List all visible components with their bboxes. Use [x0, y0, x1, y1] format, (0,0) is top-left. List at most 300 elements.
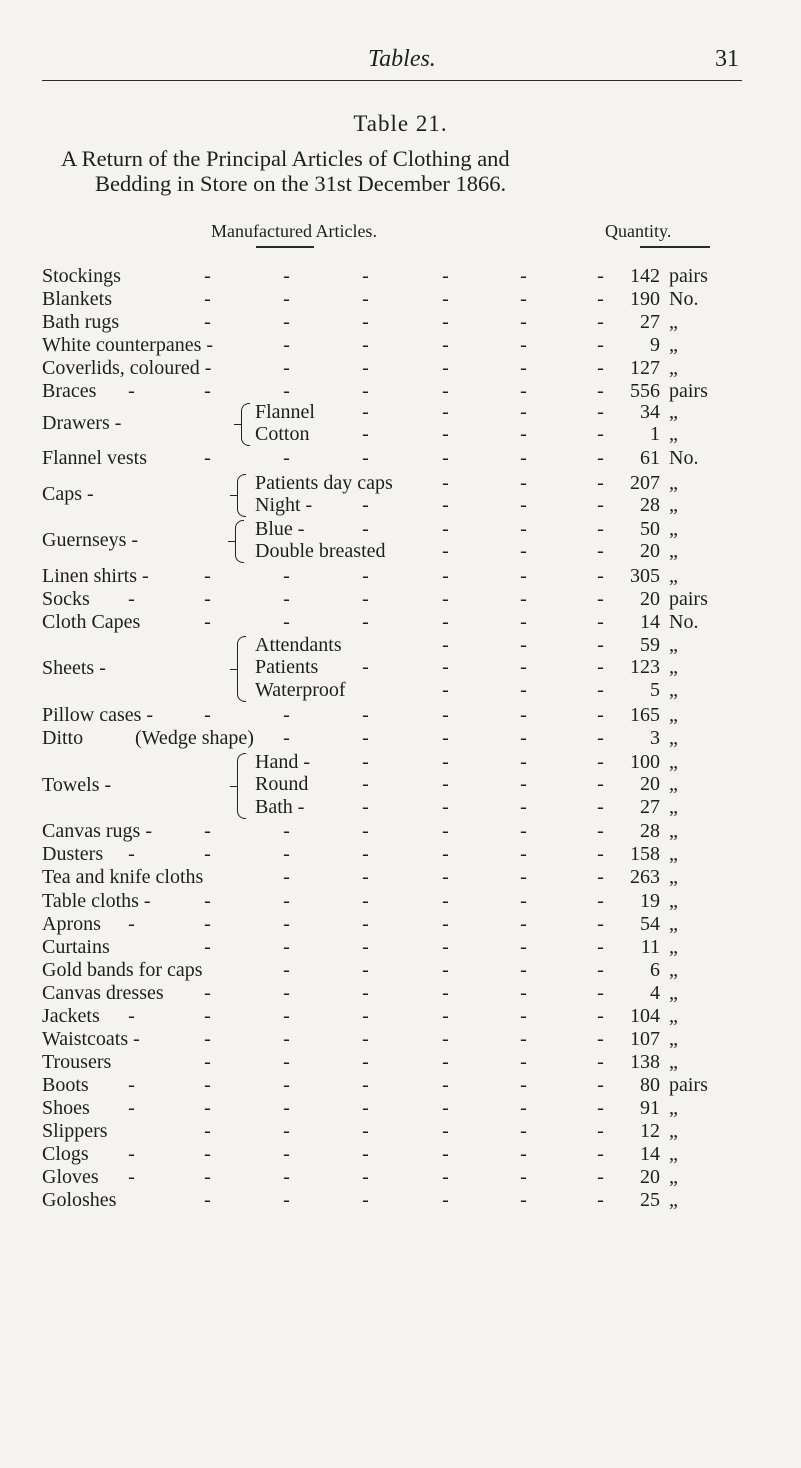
leader-dash: - — [520, 447, 527, 469]
leader-dash: - — [128, 588, 135, 610]
table-row — [0, 1142, 801, 1167]
article-label: Slippers — [42, 1120, 108, 1142]
quantity-value: 27 — [640, 796, 660, 818]
leader-dash: - — [362, 565, 369, 587]
leader-dash: - — [283, 380, 290, 402]
leader-dash: - — [362, 1189, 369, 1211]
column-rule-quantity — [640, 246, 710, 248]
table-row — [0, 1004, 801, 1029]
leader-dash: - — [597, 634, 604, 656]
brace-stroke — [230, 668, 237, 670]
leader-dash: - — [520, 401, 527, 423]
leader-dash: - — [362, 1097, 369, 1119]
quantity-unit: pairs — [669, 265, 708, 287]
leader-dash: - — [597, 1074, 604, 1096]
leader-dash: - — [520, 518, 527, 540]
quantity-value: 165 — [630, 704, 660, 726]
leader-dash: - — [442, 890, 449, 912]
table-row — [0, 1165, 801, 1190]
article-label: Aprons — [42, 913, 101, 935]
group-label: Towels - — [42, 773, 112, 796]
table-row — [0, 1073, 801, 1098]
table-row — [0, 935, 801, 960]
article-label: Attendants — [255, 634, 342, 656]
quantity-value: 107 — [630, 1028, 660, 1050]
leader-dash: - — [283, 866, 290, 888]
leader-dash: - — [283, 890, 290, 912]
article-label: Tea and knife cloths — [42, 866, 204, 888]
quantity-unit: „ — [669, 1189, 678, 1211]
leader-dash: - — [204, 1028, 211, 1050]
quantity-unit: „ — [669, 679, 678, 701]
leader-dash: - — [597, 820, 604, 842]
leader-dash: - — [597, 704, 604, 726]
leader-dash: - — [442, 1028, 449, 1050]
article-label: Table cloths - — [42, 890, 151, 912]
leader-dash: - — [362, 288, 369, 310]
quantity-unit: „ — [669, 518, 678, 540]
leader-dash: - — [442, 1189, 449, 1211]
article-label: Patients — [255, 656, 319, 678]
leader-dash: - — [442, 1097, 449, 1119]
article-label: Boots — [42, 1074, 89, 1096]
leader-dash: - — [520, 820, 527, 842]
table-row — [0, 889, 801, 914]
leader-dash: - — [520, 472, 527, 494]
leader-dash: - — [442, 1005, 449, 1027]
quantity-value: 6 — [650, 959, 660, 981]
article-label: Cotton — [255, 423, 310, 445]
leader-dash: - — [362, 820, 369, 842]
table-row — [0, 587, 801, 612]
leader-dash: - — [520, 913, 527, 935]
leader-dash: - — [362, 1028, 369, 1050]
leader-dash: - — [597, 1051, 604, 1073]
article-label: Blue - — [255, 518, 305, 540]
table-row — [0, 726, 801, 751]
leader-dash: - — [283, 1074, 290, 1096]
leader-dash: - — [204, 1166, 211, 1188]
quantity-value: 20 — [640, 540, 660, 562]
leader-dash: - — [597, 518, 604, 540]
article-label: Braces — [42, 380, 97, 402]
leader-dash: - — [128, 1166, 135, 1188]
leader-dash: - — [597, 866, 604, 888]
leader-dash: - — [520, 890, 527, 912]
leader-dash: - — [442, 265, 449, 287]
leader-dash: - — [520, 656, 527, 678]
article-label: Goloshes — [42, 1189, 117, 1211]
article-label: Night - — [255, 494, 313, 516]
article-label: White counterpanes - — [42, 334, 214, 356]
leader-dash: - — [362, 796, 369, 818]
leader-dash: - — [442, 773, 449, 795]
leader-dash: - — [283, 611, 290, 633]
leader-dash: - — [442, 447, 449, 469]
table-row — [0, 958, 801, 983]
leader-dash: - — [597, 982, 604, 1004]
leader-dash: - — [442, 401, 449, 423]
leader-dash: - — [283, 727, 290, 749]
leader-dash: - — [442, 1051, 449, 1073]
leader-dash: - — [362, 843, 369, 865]
leader-dash: - — [204, 1005, 211, 1027]
quantity-unit: „ — [669, 494, 678, 516]
quantity-value: 123 — [630, 656, 660, 678]
leader-dash: - — [597, 540, 604, 562]
leader-dash: - — [442, 704, 449, 726]
quantity-value: 61 — [640, 447, 660, 469]
quantity-value: 34 — [640, 401, 660, 423]
leader-dash: - — [362, 982, 369, 1004]
leader-dash: - — [283, 265, 290, 287]
leader-dash: - — [204, 982, 211, 1004]
leader-dash: - — [520, 1005, 527, 1027]
brace-stroke — [230, 785, 237, 787]
leader-dash: - — [362, 1143, 369, 1165]
table-row — [0, 795, 801, 820]
leader-dash: - — [442, 913, 449, 935]
leader-dash: - — [597, 311, 604, 333]
leader-dash: - — [362, 727, 369, 749]
article-label: Canvas rugs - — [42, 820, 152, 842]
leader-dash: - — [442, 796, 449, 818]
leader-dash: - — [362, 447, 369, 469]
quantity-unit: pairs — [669, 1074, 708, 1096]
article-label: Flannel — [255, 401, 315, 423]
quantity-value: 20 — [640, 588, 660, 610]
leader-dash: - — [442, 588, 449, 610]
leader-dash: - — [128, 843, 135, 865]
table-row — [0, 287, 801, 312]
leader-dash: - — [362, 518, 369, 540]
quantity-unit: „ — [669, 959, 678, 981]
column-header-articles: Manufactured Articles. — [211, 221, 377, 241]
brace-stroke — [241, 403, 250, 425]
leader-dash: - — [362, 265, 369, 287]
leader-dash: - — [520, 611, 527, 633]
leader-dash: - — [597, 357, 604, 379]
leader-dash: - — [362, 959, 369, 981]
brace-stroke — [237, 495, 246, 517]
quantity-unit: „ — [669, 936, 678, 958]
quantity-value: 54 — [640, 913, 660, 935]
leader-dash: - — [442, 380, 449, 402]
leader-dash: - — [520, 1120, 527, 1142]
article-label: Shoes — [42, 1097, 90, 1119]
leader-dash: - — [597, 1166, 604, 1188]
quantity-value: 3 — [650, 727, 660, 749]
leader-dash: - — [597, 288, 604, 310]
leader-dash: - — [520, 1166, 527, 1188]
leader-dash: - — [442, 494, 449, 516]
leader-dash: - — [204, 380, 211, 402]
leader-dash: - — [520, 1074, 527, 1096]
leader-dash: - — [204, 890, 211, 912]
leader-dash: - — [520, 357, 527, 379]
quantity-value: 28 — [640, 820, 660, 842]
quantity-unit: „ — [669, 1143, 678, 1165]
table-row — [0, 819, 801, 844]
leader-dash: - — [283, 820, 290, 842]
leader-dash: - — [204, 1051, 211, 1073]
quantity-unit: „ — [669, 311, 678, 333]
table-number: Table 21. — [353, 111, 448, 136]
brace-stroke — [241, 424, 250, 446]
leader-dash: - — [520, 843, 527, 865]
leader-dash: - — [283, 311, 290, 333]
leader-dash: - — [520, 380, 527, 402]
article-label: Gloves — [42, 1166, 99, 1188]
leader-dash: - — [362, 401, 369, 423]
article-label: Trousers — [42, 1051, 112, 1073]
table-row — [0, 356, 801, 381]
leader-dash: - — [442, 679, 449, 701]
quantity-unit: „ — [669, 472, 678, 494]
article-label: Stockings — [42, 265, 121, 287]
leader-dash: - — [283, 1028, 290, 1050]
leader-dash: - — [362, 773, 369, 795]
article-label: Waistcoats - — [42, 1028, 140, 1050]
leader-dash: - — [362, 1005, 369, 1027]
leader-dash: - — [204, 1189, 211, 1211]
table-row — [0, 333, 801, 358]
leader-dash: - — [204, 704, 211, 726]
article-label: Flannel vests — [42, 447, 147, 469]
quantity-unit: „ — [669, 843, 678, 865]
quantity-value: 100 — [630, 751, 660, 773]
article-label: Cloth Capes — [42, 611, 141, 633]
quantity-unit: „ — [669, 796, 678, 818]
table-row — [0, 493, 801, 518]
leader-dash: - — [520, 494, 527, 516]
leader-dash: - — [597, 773, 604, 795]
table-row — [0, 1188, 801, 1213]
leader-dash: - — [283, 843, 290, 865]
leader-dash: - — [597, 1143, 604, 1165]
leader-dash: - — [597, 843, 604, 865]
leader-dash: - — [520, 959, 527, 981]
leader-dash: - — [520, 334, 527, 356]
quantity-unit: No. — [669, 611, 699, 633]
brace-stroke — [228, 540, 235, 542]
leader-dash: - — [597, 727, 604, 749]
quantity-unit: „ — [669, 773, 678, 795]
quantity-value: 19 — [640, 890, 660, 912]
quantity-value: 27 — [640, 311, 660, 333]
leader-dash: - — [362, 704, 369, 726]
leader-dash: - — [597, 265, 604, 287]
leader-dash: - — [597, 1189, 604, 1211]
leader-dash: - — [283, 447, 290, 469]
leader-dash: - — [442, 423, 449, 445]
leader-dash: - — [520, 1097, 527, 1119]
group-brace — [237, 474, 247, 516]
quantity-value: 158 — [630, 843, 660, 865]
article-label: Dusters — [42, 843, 104, 865]
quantity-unit: „ — [669, 890, 678, 912]
article-label: Blankets — [42, 288, 112, 310]
table-row — [0, 1119, 801, 1144]
quantity-unit: „ — [669, 565, 678, 587]
leader-dash: - — [362, 751, 369, 773]
leader-dash: - — [520, 679, 527, 701]
leader-dash: - — [362, 588, 369, 610]
leader-dash: - — [597, 1028, 604, 1050]
leader-dash: - — [597, 751, 604, 773]
group-label: Guernseys - — [42, 529, 139, 551]
table-row — [0, 264, 801, 289]
table-row — [0, 1027, 801, 1052]
quantity-unit: „ — [669, 401, 678, 423]
quantity-unit: „ — [669, 634, 678, 656]
leader-dash: - — [520, 936, 527, 958]
leader-dash: - — [597, 656, 604, 678]
article-label: Jackets — [42, 1005, 100, 1027]
article-label: Bath rugs — [42, 311, 120, 333]
column-header-quantity: Quantity. — [605, 221, 672, 241]
article-label: Round — [255, 773, 309, 795]
quantity-value: 14 — [640, 1143, 660, 1165]
quantity-value: 127 — [630, 357, 660, 379]
leader-dash: - — [597, 936, 604, 958]
leader-dash: - — [283, 1051, 290, 1073]
leader-dash: - — [283, 982, 290, 1004]
article-label: Double breasted — [255, 540, 386, 562]
quantity-unit: „ — [669, 727, 678, 749]
leader-dash: - — [362, 936, 369, 958]
leader-dash: - — [283, 913, 290, 935]
leader-dash: - — [362, 1120, 369, 1142]
header-rule — [42, 80, 742, 81]
leader-dash: - — [128, 1005, 135, 1027]
leader-dash: - — [597, 796, 604, 818]
leader-dash: - — [283, 1120, 290, 1142]
running-head-title: Tables. — [368, 46, 436, 72]
leader-dash: - — [597, 1097, 604, 1119]
group-label: Sheets - — [42, 656, 106, 679]
leader-dash: - — [362, 913, 369, 935]
quantity-value: 14 — [640, 611, 660, 633]
leader-dash: - — [204, 936, 211, 958]
leader-dash: - — [442, 334, 449, 356]
leader-dash: - — [520, 634, 527, 656]
table-row — [0, 564, 801, 589]
article-label: Pillow cases - — [42, 704, 154, 726]
leader-dash: - — [442, 959, 449, 981]
table-row — [0, 772, 801, 797]
leader-dash: - — [128, 1074, 135, 1096]
leader-dash: - — [204, 1120, 211, 1142]
leader-dash: - — [442, 936, 449, 958]
leader-dash: - — [520, 773, 527, 795]
leader-dash: - — [283, 1143, 290, 1165]
leader-dash: - — [283, 565, 290, 587]
leader-dash: - — [362, 1166, 369, 1188]
quantity-value: 9 — [650, 334, 660, 356]
leader-dash: - — [597, 890, 604, 912]
leader-dash: - — [597, 1005, 604, 1027]
leader-dash: - — [520, 751, 527, 773]
leader-dash: - — [597, 913, 604, 935]
page-number: 31 — [715, 46, 739, 72]
leader-dash: - — [520, 1189, 527, 1211]
leader-dash: - — [283, 704, 290, 726]
leader-dash: - — [597, 472, 604, 494]
leader-dash: - — [204, 447, 211, 469]
table-row — [0, 610, 801, 635]
leader-dash: - — [362, 423, 369, 445]
leader-dash: - — [442, 565, 449, 587]
brace-stroke — [237, 753, 246, 787]
leader-dash: - — [283, 1189, 290, 1211]
leader-dash: - — [597, 588, 604, 610]
quantity-unit: „ — [669, 656, 678, 678]
leader-dash: - — [520, 288, 527, 310]
leader-dash: - — [442, 357, 449, 379]
brace-stroke — [230, 494, 237, 496]
group-label: Caps - — [42, 483, 94, 505]
table-row — [0, 703, 801, 728]
leader-dash: - — [362, 1074, 369, 1096]
article-label: Coverlids, coloured - — [42, 357, 212, 379]
leader-dash: - — [520, 1028, 527, 1050]
quantity-value: 207 — [630, 472, 660, 494]
quantity-unit: pairs — [669, 380, 708, 402]
quantity-value: 556 — [630, 380, 660, 402]
quantity-value: 91 — [640, 1097, 660, 1119]
quantity-unit: pairs — [669, 588, 708, 610]
leader-dash: - — [362, 890, 369, 912]
quantity-value: 50 — [640, 518, 660, 540]
leader-dash: - — [283, 357, 290, 379]
quantity-unit: „ — [669, 1028, 678, 1050]
leader-dash: - — [597, 494, 604, 516]
leader-dash: - — [520, 540, 527, 562]
leader-dash: - — [362, 334, 369, 356]
leader-dash: - — [204, 913, 211, 935]
quantity-unit: „ — [669, 357, 678, 379]
quantity-value: 28 — [640, 494, 660, 516]
leader-dash: - — [442, 727, 449, 749]
leader-dash: - — [204, 843, 211, 865]
table-row — [0, 981, 801, 1006]
article-label: Socks — [42, 588, 90, 610]
leader-dash: - — [442, 751, 449, 773]
brace-stroke — [235, 520, 244, 542]
table-row — [0, 912, 801, 937]
article-label: Gold bands for caps — [42, 959, 203, 981]
leader-dash: - — [204, 311, 211, 333]
leader-dash: - — [442, 1120, 449, 1142]
quantity-unit: No. — [669, 288, 699, 310]
leader-dash: - — [204, 1097, 211, 1119]
leader-dash: - — [442, 472, 449, 494]
leader-dash: - — [362, 866, 369, 888]
quantity-value: 142 — [630, 265, 660, 287]
leader-dash: - — [597, 423, 604, 445]
article-label: Curtains — [42, 936, 110, 958]
leader-dash: - — [283, 588, 290, 610]
leader-dash: - — [362, 357, 369, 379]
leader-dash: - — [442, 1074, 449, 1096]
article-label: Patients day caps — [255, 472, 393, 494]
leader-dash: - — [362, 494, 369, 516]
leader-dash: - — [597, 401, 604, 423]
article-sublabel: (Wedge shape) — [135, 727, 254, 749]
quantity-unit: „ — [669, 913, 678, 935]
leader-dash: - — [597, 959, 604, 981]
